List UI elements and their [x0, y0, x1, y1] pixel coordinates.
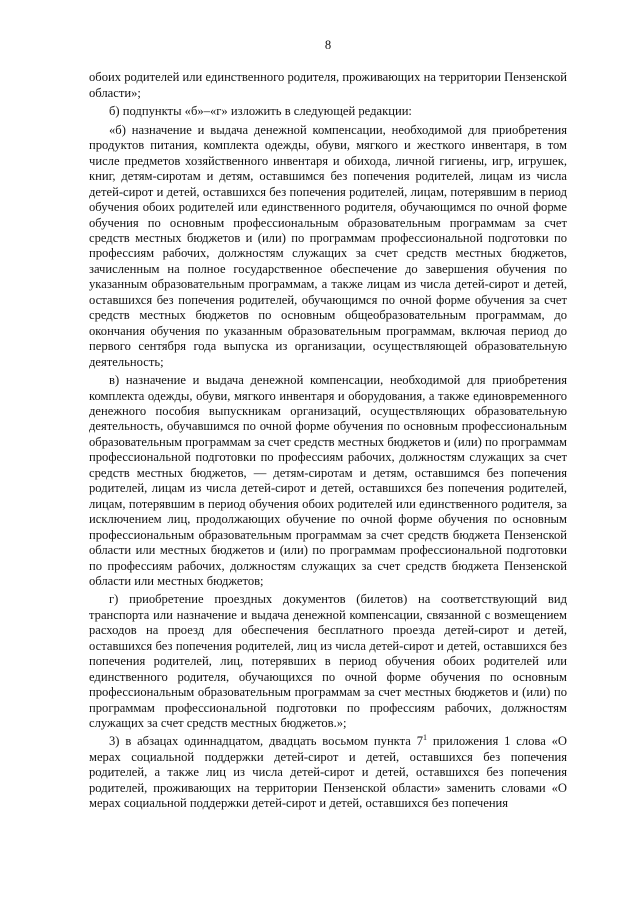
- paragraph-continuation: обоих родителей или единственного родителя, проживающих на территории Пензенской области»;: [89, 70, 567, 100]
- paragraph-item-3: [89, 734, 567, 811]
- paragraph-subitem-g: г) приобретение проездных документов (билетов) на соответствующий вид транспорта или назначение и выдача денежной компенсации, связанной с возмещением расходов на проезд для обеспечения бесплатного проезда детей-сирот и детей, оставшихся без попечения родителей, лиц из числа детей-сирот и детей, оставшихся без попечения родителей, лиц, потерявших в период обучения обоих родителей или единственного родителя, обучающихся по очной форме обучения по основным профессиональным образовательным программам за счет местных бюджетов и (или) по программам профессиональной подготовки по профессиям рабочих, должностям служащих за счет средств местных бюджетов.»;: [89, 592, 567, 731]
- paragraph-item-3-rest: приложения 1 слова «О мерах социальной поддержки детей-сирот и детей, оставшихся без попечения родителей, а также лиц из числа детей-сирот и детей, оставшихся без попечения родителей, проживающих на территории Пензенской области» заменить словами «О мерах социальной поддержки детей-сирот и детей, оставшихся без попечения: [89, 734, 568, 811]
- paragraph-item-3-start: 3) в абзацах одиннадцатом, двадцать восьмом пункта 7: [109, 734, 424, 749]
- superscript-marker: 1: [423, 733, 428, 743]
- paragraph-subitem-v: в) назначение и выдача денежной компенсации, необходимой для приобретения комплекта одежды, обуви, мягкого инвентаря и оборудования, а также единовременного денежного пособия выпускникам организаций, осуществляющих образовательную деятельность, обучавшимся по очной форме обучения по основным профессиональным образовательным программам за счет средств местных бюджетов и (или) по программам профессиональной подготовки по профессиям рабочих, должностям служащих за счет средств местных бюджетов, — детям-сиротам и детям, оставшимся без попечения родителей, лицам из числа детей-сирот и детей, оставшихся без попечения родителей, лицам, потерявшим в период обучения обоих родителей или единственного родителя, за исключением лиц, продолжающих обучение по очной форме обучения по основным профессиональным образовательным программам за счет средств бюджета Пензенской области или местных бюджетов и (или) по программам профессиональной подготовки по профессиям рабочих, должностям служащих за счет средств бюджета Пензенской области или местных бюджетов;: [89, 373, 567, 588]
- paragraph-subitem-b-intro: б) подпункты «б»–«г» изложить в следующей редакции:: [109, 104, 412, 119]
- paragraph-subitem-b: «б) назначение и выдача денежной компенсации, необходимой для приобретения продуктов питания, комплекта одежды, обуви, мягкого и жесткого инвентаря, в том числе предметов хозяйственного инвентаря и обихода, личной гигиены, игр, игрушек, книг, детям-сиротам и детям, оставшимся без попечения родителей, лицам из числа детей-сирот и детей, оставшихся без попечения родителей, лицам, потерявшим в период обучения обоих родителей или единственного родителя, обучающимся по очной форме обучения по основным профессиональным образовательным программам за счет средств местных бюджетов и (или) по программам профессиональной подготовки по профессиям рабочих, должностям служащих за счет средств местных бюджетов, зачисленным на полное государственное обеспечение до завершения обучения по указанным образовательным программам, а также лицам из числа детей-сирот и детей, оставшихся без попечения родителей, обучающимся по очной форме обучения за счет средств местных бюджетов по основным общеобразовательным программам, до окончания обучения по указанным образовательным программам, включая период до первого сентября года выпуска из организации, осуществляющей образовательную деятельность;: [89, 122, 567, 369]
- page-number: 8: [324, 38, 332, 52]
